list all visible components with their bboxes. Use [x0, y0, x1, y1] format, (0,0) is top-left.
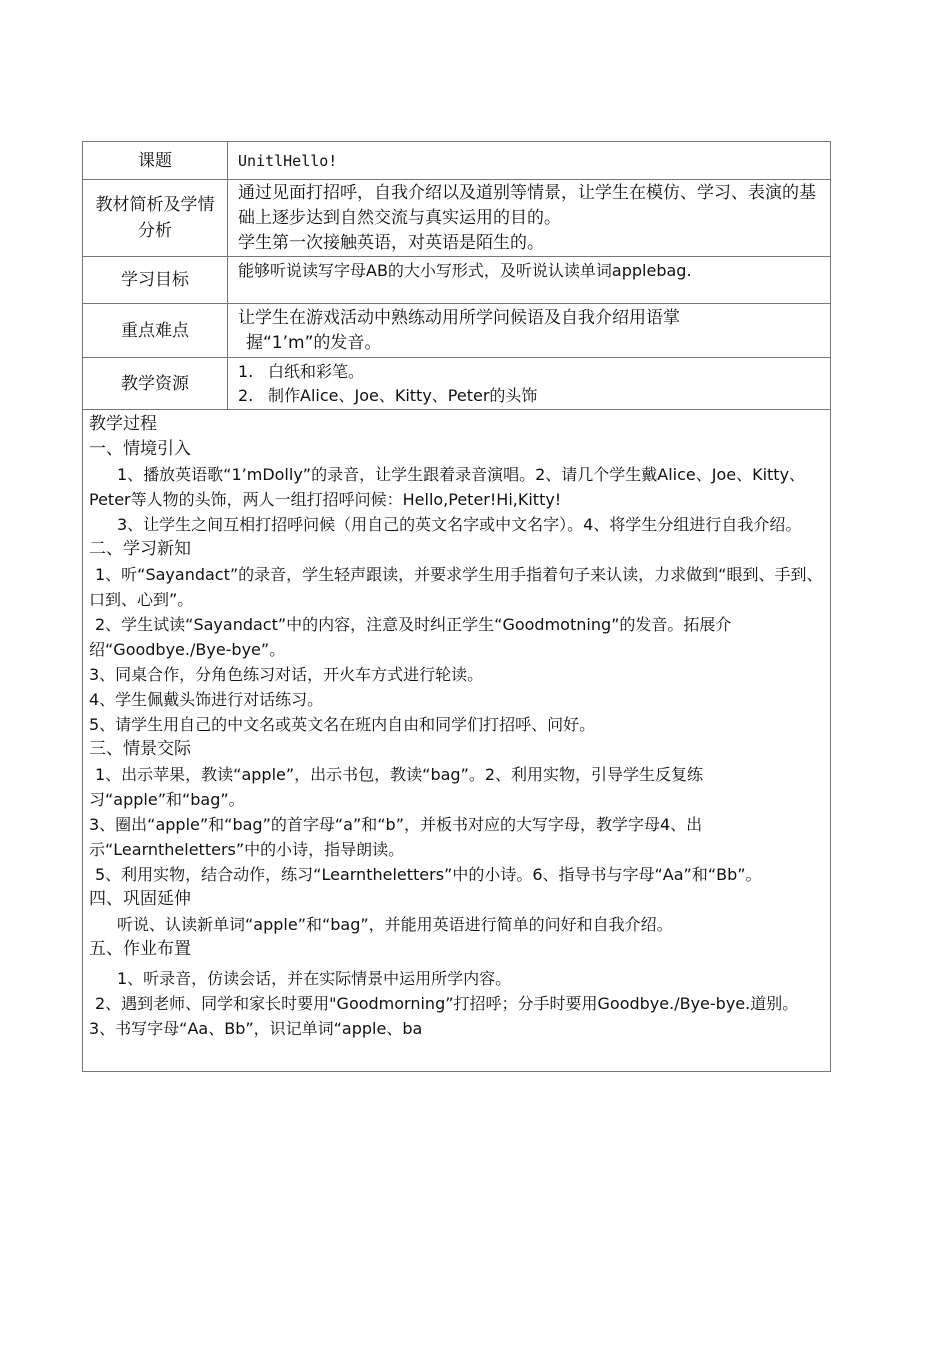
table-row-goal [83, 257, 831, 304]
resources-label: 教学资源 [83, 358, 228, 410]
table-row-keypoints [83, 304, 831, 358]
section-paragraph: 1、播放英语歌“1’mDolly”的录音，让学生跟着录音演唱。2、请几个学生戴Alice、Joe、Kitty、Peter等人物的头饰，两人一组打招呼问候：Hello,Peter!Hi,Kitty! [89, 465, 806, 509]
resource-item: 1. 白纸和彩笔。 [238, 361, 365, 381]
section-paragraph: 听说、认读新单词“apple”和“bag”，并能用英语进行简单的问好和自我介绍。 [117, 915, 673, 934]
section-paragraph: 2、学生试读“Sayandact”中的内容，注意及时纠正学生“Goodmotning”的发音。拓展介绍“Goodbye./Bye-bye”。 [89, 615, 732, 659]
section-paragraph: 1、听“Sayandact”的录音，学生轻声跟读，并要求学生用手指着句子来认读，力求做到“眼到、手到、口到、心到”。 [89, 565, 823, 609]
section-paragraph: 3、同桌合作，分角色练习对话，开火车方式进行轮读。 [89, 665, 484, 684]
process-title: 教学过程 [89, 414, 157, 434]
section-paragraph: 3、圈出“apple”和“bag”的首字母“a”和“b”，并板书对应的大写字母，教学字母4、出示“Learntheletters”中的小诗，指导朗读。 [89, 815, 703, 859]
section-paragraph: 2、遇到老师、同学和家长时要用"Goodmorning”打招呼；分手时要用Goodbye./Bye-bye.道别。 [95, 994, 799, 1013]
section-heading: 四、巩固延伸 [89, 889, 191, 909]
lesson-plan-table [82, 141, 831, 1072]
section-heading: 五、作业布置 [89, 939, 191, 959]
topic-value: UnitlHello! [228, 142, 831, 180]
section-paragraph: 5、请学生用自己的中文名或英文名在班内自由和同学们打招呼、问好。 [89, 715, 596, 734]
table-row-process [83, 410, 831, 1072]
keypoints-line: 握“1’m”的发音。 [246, 332, 382, 353]
analysis-line: 学生第一次接触英语，对英语是陌生的。 [238, 232, 544, 253]
table-row-resources [83, 358, 831, 410]
teaching-process [83, 410, 831, 1072]
analysis-line: 通过见面打招呼，自我介绍以及道别等情景，让学生在模仿、学习、表演的基础上逐步达到自然交流与真实运用的目的。 [238, 182, 816, 228]
resource-item: 2. 制作Alice、Joe、Kitty、Peter的头饰 [238, 385, 538, 405]
section-paragraph: 5、利用实物，结合动作，练习“Learntheletters”中的小诗。6、指导书与字母“Aa”和“Bb”。 [95, 865, 762, 884]
goal-value: 能够听说读写字母AB的大小写形式，及听说认读单词applebag. [228, 257, 831, 304]
section-paragraph: 4、学生佩戴头饰进行对话练习。 [89, 690, 324, 709]
keypoints-value [228, 304, 831, 358]
section-paragraph: 3、让学生之间互相打招呼问候（用自己的英文名字或中文名字）。4、将学生分组进行自我介绍。 [117, 515, 802, 534]
goal-label: 学习目标 [83, 257, 228, 304]
section-heading: 一、情境引入 [89, 439, 191, 459]
section-paragraph: 1、出示苹果，教读“apple”，出示书包，教读“bag”。2、利用实物，引导学生反复练习“apple”和“bag”。 [89, 765, 704, 809]
topic-label: 课题 [83, 142, 228, 180]
section-heading: 二、学习新知 [89, 539, 191, 559]
table-row-analysis [83, 180, 831, 257]
analysis-value [228, 180, 831, 257]
analysis-label: 教材简析及学情分析 [83, 180, 228, 257]
keypoints-line: 让学生在游戏活动中熟练动用所学问候语及自我介绍用语掌 [238, 307, 680, 328]
section-paragraph: 3、书写字母“Aa、Bb”，识记单词“apple、ba [89, 1019, 423, 1038]
keypoints-label: 重点难点 [83, 304, 228, 358]
table-row-topic [83, 142, 831, 180]
section-paragraph: 1、听录音，仿读会话，并在实际情景中运用所学内容。 [117, 969, 512, 988]
section-heading: 三、情景交际 [89, 739, 191, 759]
resources-value [228, 358, 831, 410]
